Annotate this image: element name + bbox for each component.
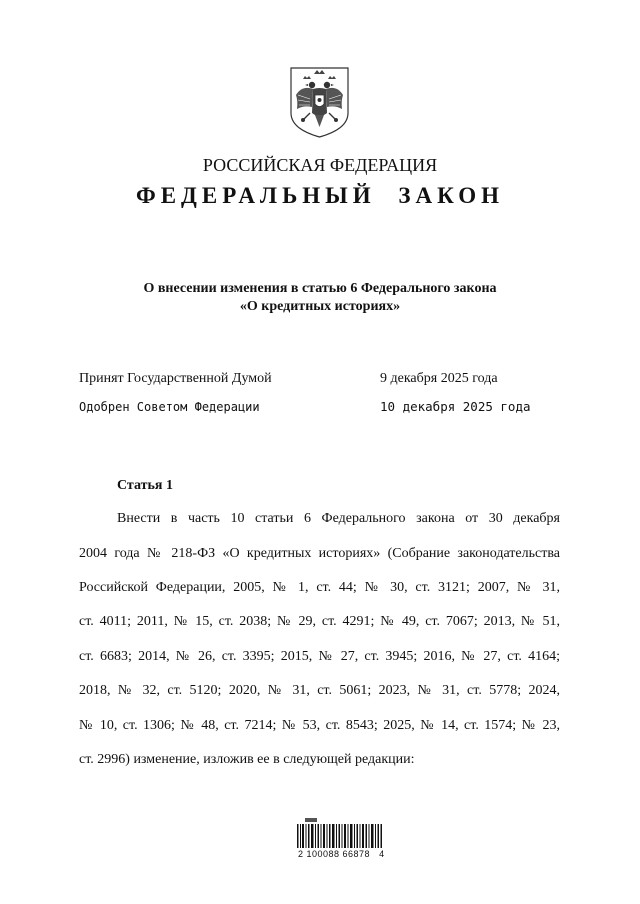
article-text-line: 2018, № 32, ст. 5120; 2020, № 31, ст. 5061; 2023, № 31, ст. 5778; 2024, [79,683,560,698]
council-approval-label: Одобрен Советом Федерации [79,400,260,414]
article-text-line: № 10, ст. 1306; № 48, ст. 7214; № 53, ст. 8543; 2025, № 14, ст. 1574; № 23, [79,718,560,733]
barcode-icon [297,818,383,850]
article-text-line: ст. 4011; 2011, № 15, ст. 2038; № 29, ст. 4291; № 49, ст. 7067; 2013, № 51, [79,614,560,629]
barcode-number: 2 100088 66878 4 [298,849,385,859]
law-title-line-2: «О кредитных историях» [239,299,401,314]
article-text-line: 2004 года № 218-ФЗ «О кредитных историях» (Собрание законодательства [79,546,560,561]
country-heading: РОССИЙСКАЯ ФЕДЕРАЦИЯ [202,155,438,175]
article-text-line: Внести в часть 10 статьи 6 Федерального закона от 30 декабря [117,511,560,526]
duma-adoption-label: Принят Государственной Думой [79,371,272,386]
article-heading: Статья 1 [117,478,173,493]
duma-adoption-date: 9 декабря 2025 года [380,371,498,386]
council-approval-date: 10 декабря 2025 года [380,399,531,414]
law-type-heading: ФЕДЕРАЛЬНЫЙ ЗАКОН [135,183,505,208]
article-text-line: ст. 6683; 2014, № 26, ст. 3395; 2015, № 27, ст. 3945; 2016, № 27, ст. 4164; [79,649,560,664]
article-text-line: ст. 2996) изменение, изложив ее в следующей редакции: [79,752,415,767]
article-text-line: Российской Федерации, 2005, № 1, ст. 44; № 30, ст. 3121; 2007, № 31, [79,580,560,595]
coat-of-arms-icon [288,65,351,139]
law-title-line-1: О внесении изменения в статью 6 Федерального закона [143,281,497,296]
